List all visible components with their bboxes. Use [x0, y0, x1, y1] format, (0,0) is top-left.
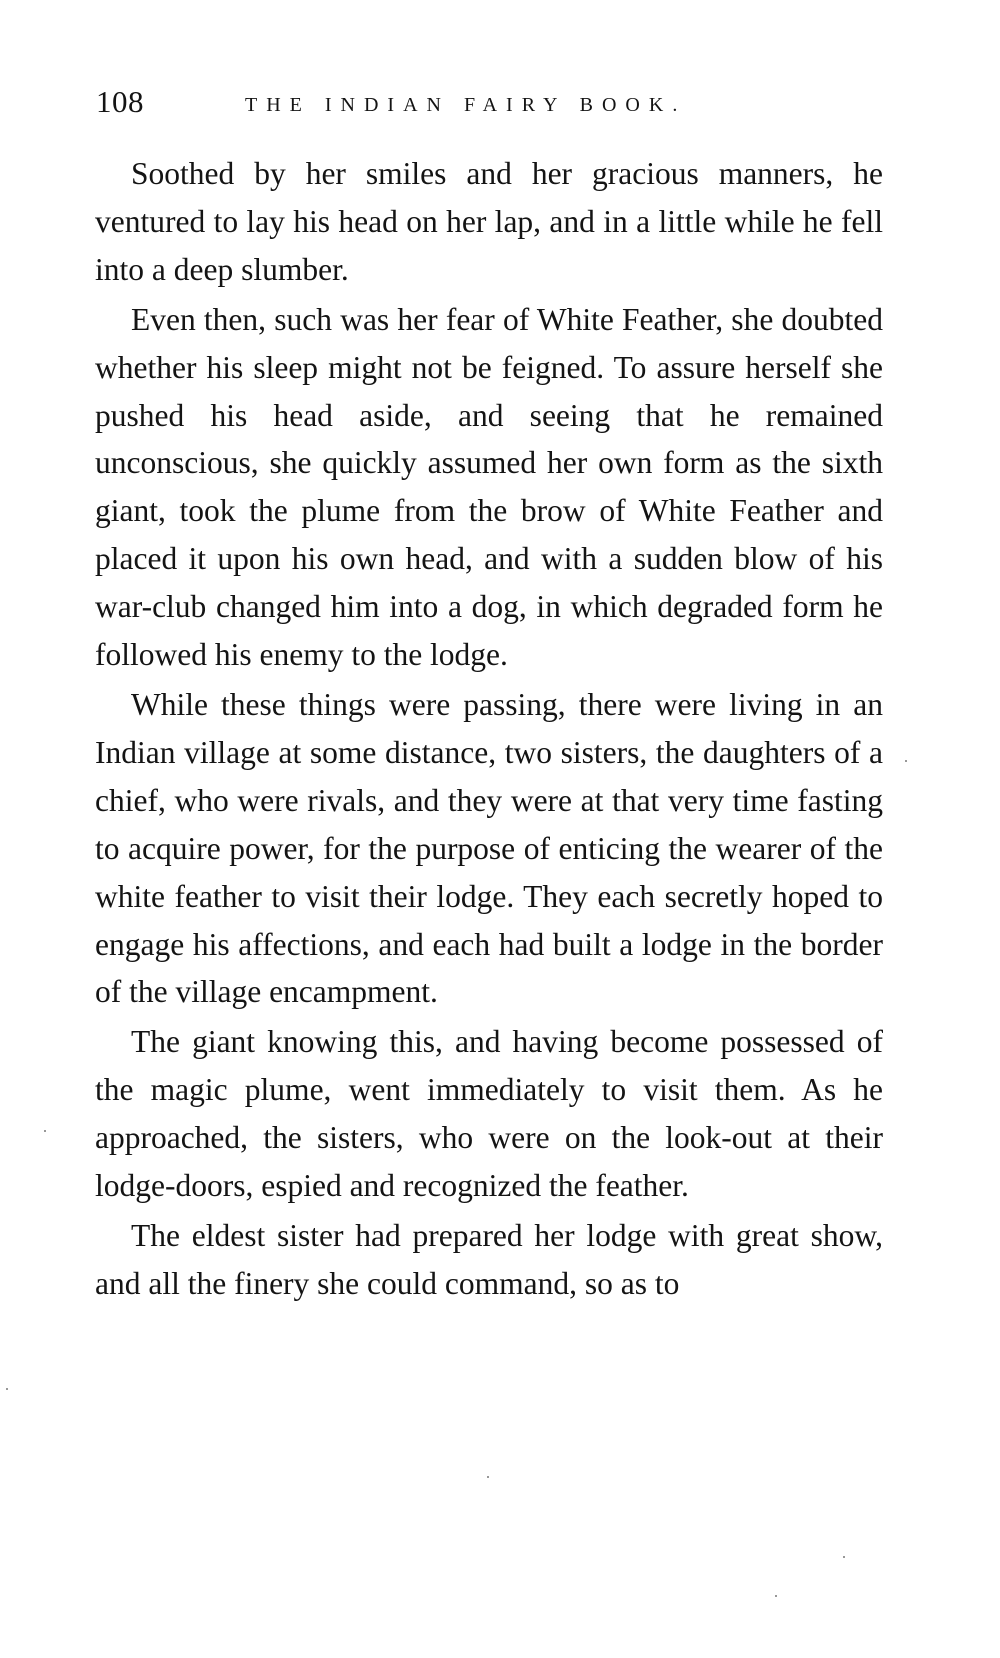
paper-speck: [775, 1595, 777, 1597]
paper-speck: [843, 1556, 845, 1558]
paragraph: While these things were passing, there were living in an Indian village at some distance, two sisters, the daughters of a chief, who were rivals, and they were at that very time fasting to acquire power, for the purpose of enticing the wearer of the white feather to visit their lodge. They each secretly hoped to engage his affections, and each had built a lodge in the border of the village encampment.: [95, 686, 883, 1010]
paragraph: Soothed by her smiles and her gracious manners, he ventured to lay his head on her lap, and in a little while he fell into a deep slumber.: [95, 156, 883, 287]
paper-speck: [905, 760, 907, 762]
paragraph: The giant knowing this, and having become possessed of the magic plume, went immediately to visit them. As he approached, the sisters, who were on the look-out at their lodge-doors, espied and recognized the feather.: [95, 1024, 883, 1204]
paragraph: The eldest sister had prepared her lodge with great show, and all the finery she could command, so as to: [95, 1217, 883, 1301]
paper-speck: [44, 1130, 46, 1132]
page-number: 108: [96, 84, 144, 119]
paper-speck: [487, 1476, 489, 1478]
page-header: [96, 84, 896, 124]
paragraph: Even then, such was her fear of White Feather, she doubted whether his sleep might not be feigned. To assure herself she pushed his head aside, and seeing that he remained unconscious, she quickly assumed her own form as the sixth giant, took the plume from the brow of White Feather and placed it upon his own head, and with a sudden blow of his war-club changed him into a dog, in which degraded form he followed his enemy to the lodge.: [95, 301, 883, 673]
paper-speck: [6, 1388, 8, 1390]
running-title: THE INDIAN FAIRY BOOK.: [245, 94, 687, 116]
body-text: [95, 150, 883, 1310]
